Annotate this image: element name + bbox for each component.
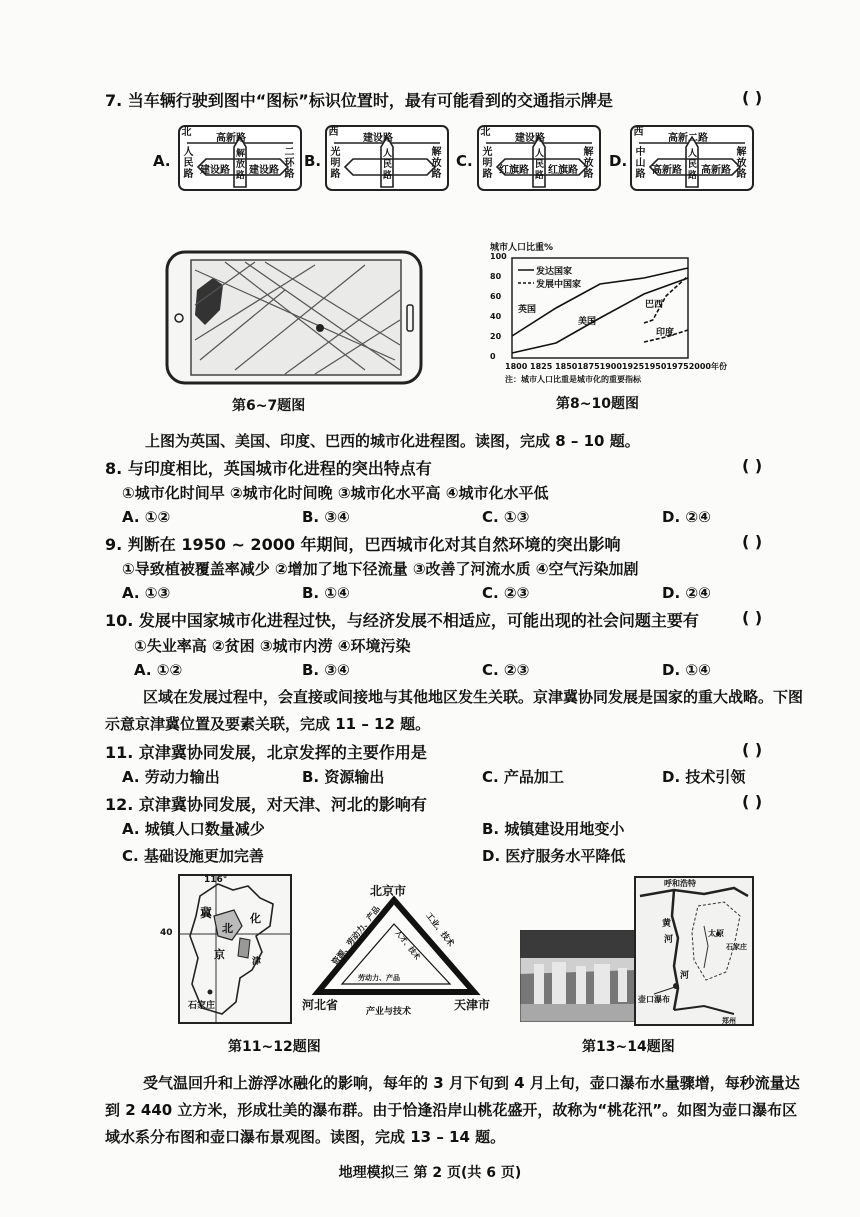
map-label-bei: 北 <box>222 922 233 935</box>
q11-option-d: D. 技术引领 <box>662 768 746 786</box>
series-label-uk: 英国 <box>518 305 537 315</box>
edge-label-bottom-inner: 劳动力、产品 <box>358 974 400 982</box>
intro-8-10: 上图为英国、美国、印度、巴西的城市化进程图。读图，完成 8 – 10 题。 <box>145 432 640 450</box>
figure-8-10-caption: 第8~10题图 <box>556 396 639 412</box>
intro-11-12: 区域在发展过程中，会直接或间接地与其他地区发生关联。京津冀协同发展是国家的重大战略。下图示意京津冀位置及要素关联，完成 11 – 12 题。 <box>105 688 804 733</box>
sign-right-road: 红旗路 <box>548 165 578 176</box>
north-marker: 西 <box>328 127 339 138</box>
chart-note: 注：城市人口比重是城市化的重要指标 <box>505 375 641 384</box>
map-label-he-2: 河 <box>680 971 690 981</box>
sign-left-road: 建设路 <box>200 165 230 176</box>
sign-right-vertical-road: 二环路 <box>284 147 295 180</box>
north-marker: 西 <box>633 127 644 138</box>
sign-left-road: 高新路 <box>652 165 682 176</box>
figure-11-12-caption: 第11~12题图 <box>228 1039 321 1055</box>
sign-left-road: 红旗路 <box>499 165 529 176</box>
map-label-hukou: 壶口瀑布 <box>638 995 670 1004</box>
q8-option-d: D. ②④ <box>662 508 711 526</box>
edge-label-right-inner: 人才、技术 <box>393 928 422 962</box>
figure-6-7-map <box>165 250 423 385</box>
answer-paren-10: ( ) <box>742 608 763 627</box>
edge-label-left-outer: 资源、劳动力、产品 <box>330 904 382 967</box>
sign-center-road: 人民路 <box>382 149 392 181</box>
figure-11-12-triangle <box>302 880 502 1020</box>
map-label-huang: 黄 <box>662 919 672 929</box>
figure-13-14-caption: 第13~14题图 <box>582 1039 675 1055</box>
sign-right-vertical-road: 解放路 <box>431 147 442 180</box>
figure-13-14-map <box>634 876 754 1026</box>
chart-xticks: 1800 1825 1850187519001925195019752000年份 <box>505 362 727 371</box>
map-label-jin: 津 <box>252 957 262 967</box>
map-label-ji: 冀 <box>200 906 213 920</box>
q11-option-c: C. 产品加工 <box>482 768 564 786</box>
road-sign-b <box>325 125 449 191</box>
series-label-usa: 美国 <box>578 317 597 327</box>
map-label-shijiazhuang: 石家庄 <box>188 1001 216 1011</box>
figure-11-12-map <box>160 874 292 1024</box>
map-label-40: 40 <box>160 928 173 938</box>
question-11-text: 11. 京津冀协同发展，北京发挥的主要作用是 <box>105 743 427 762</box>
answer-paren-11: ( ) <box>742 740 763 759</box>
sign-center-road: 人民路 <box>687 149 697 181</box>
ytick-label: 20 <box>490 332 502 341</box>
q11-option-a: A. 劳动力输出 <box>122 768 220 786</box>
ytick-label: 80 <box>490 272 502 281</box>
question-7-text: 7. 当车辆行驶到图中“图标”标识位置时，最有可能看到的交通指示牌是 <box>105 91 613 110</box>
q10-option-d: D. ①④ <box>662 661 711 679</box>
ytick-label: 60 <box>490 292 502 301</box>
answer-paren-7: ( ) <box>742 88 763 107</box>
q9-option-d: D. ②④ <box>662 584 711 602</box>
q12-option-c: C. 基础设施更加完善 <box>122 847 264 865</box>
legend-developed: 发达国家 <box>536 267 573 277</box>
map-label-jing: 京 <box>214 948 225 961</box>
node-beijing: 北京市 <box>370 884 407 898</box>
north-marker: 北 <box>480 127 491 138</box>
figure-8-10-chart <box>488 240 727 390</box>
series-label-india: 印度 <box>656 328 675 338</box>
ytick-label: 0 <box>490 352 496 361</box>
q12-option-a: A. 城镇人口数量减少 <box>122 820 265 838</box>
q9-items: ①导致植被覆盖率减少 ②增加了地下径流量 ③改善了河流水质 ④空气污染加剧 <box>122 560 639 578</box>
q9-option-a: A. ①③ <box>122 584 171 602</box>
answer-paren-9: ( ) <box>742 532 763 551</box>
q9-option-b: B. ①④ <box>302 584 350 602</box>
node-hebei: 河北省 <box>302 998 339 1012</box>
sign-top-road: 高新二路 <box>668 133 708 144</box>
road-sign-c <box>477 125 601 191</box>
question-12-text: 12. 京津冀协同发展，对天津、河北的影响有 <box>105 795 427 814</box>
ytick-label: 40 <box>490 312 502 321</box>
q8-option-a: A. ①② <box>122 508 171 526</box>
map-label-he: 河 <box>664 935 674 945</box>
map-label-shijiazhuang-2: 石家庄 <box>726 943 747 951</box>
q10-option-a: A. ①② <box>134 661 183 679</box>
sign-top-road: 高新路 <box>216 133 246 144</box>
answer-paren-8: ( ) <box>742 456 763 475</box>
map-label-hohhot: 呼和浩特 <box>664 879 696 888</box>
road-sign-a <box>178 125 302 191</box>
sign-left-vertical-road: 光明路 <box>330 147 341 180</box>
map-label-hua: 化 <box>250 912 261 925</box>
figure-6-7-caption: 第6~7题图 <box>232 398 306 414</box>
chart-ylabel: 城市人口比重% <box>490 243 554 253</box>
north-marker: 北 <box>181 127 192 138</box>
sign-right-road: 建设路 <box>249 165 279 176</box>
sign-top-road: 建设路 <box>363 133 393 144</box>
sign-left-vertical-road: 中山路 <box>635 147 646 180</box>
q8-option-b: B. ③④ <box>302 508 350 526</box>
q7-option-label: C. <box>456 152 473 170</box>
q12-option-b: B. 城镇建设用地变小 <box>482 820 625 838</box>
q10-items: ①失业率高 ②贫困 ③城市内涝 ④环境污染 <box>134 637 411 655</box>
q7-option-label: A. <box>153 152 171 170</box>
question-10-text: 10. 发展中国家城市化进程过快，与经济发展不相适应，可能出现的社会问题主要有 <box>105 611 699 630</box>
question-9-text: 9. 判断在 1950 ~ 2000 年期间，巴西城市化对其自然环境的突出影响 <box>105 535 621 554</box>
q8-option-c: C. ①③ <box>482 508 530 526</box>
waterfall-photo <box>520 930 636 1022</box>
answer-paren-12: ( ) <box>742 792 763 811</box>
map-label-116: 116° <box>204 875 228 885</box>
q12-option-d: D. 医疗服务水平降低 <box>482 847 626 865</box>
road-sign-d <box>630 125 754 191</box>
q9-option-c: C. ②③ <box>482 584 530 602</box>
edge-label-bottom-outer: 产业与技术 <box>366 1007 412 1017</box>
legend-developing: 发展中国家 <box>536 280 582 290</box>
q8-items: ①城市化时间早 ②城市化时间晚 ③城市化水平高 ④城市化水平低 <box>122 484 549 502</box>
node-tianjin: 天津市 <box>454 998 491 1012</box>
series-label-brazil: 巴西 <box>645 300 664 310</box>
edge-label-right-outer: 工业、技术 <box>424 910 456 949</box>
sign-right-road: 高新路 <box>701 165 731 176</box>
page-footer: 地理模拟三 第 2 页(共 6 页) <box>338 1165 522 1181</box>
sign-top-road: 建设路 <box>515 133 545 144</box>
sign-left-vertical-road: 光明路 <box>482 147 493 180</box>
map-label-taiyuan: 太原 <box>708 929 724 938</box>
sign-left-vertical-road: 人民路 <box>183 147 194 180</box>
sign-center-road: 人民路 <box>534 149 544 181</box>
question-8-text: 8. 与印度相比，英国城市化进程的突出特点有 <box>105 459 432 478</box>
ytick-label: 100 <box>490 252 507 261</box>
sign-right-vertical-road: 解放路 <box>736 147 747 180</box>
q7-option-label: B. <box>304 152 322 170</box>
q11-option-b: B. 资源输出 <box>302 768 385 786</box>
q10-option-c: C. ②③ <box>482 661 530 679</box>
map-label-zhengzhou: 郑州 <box>722 1017 736 1025</box>
sign-right-vertical-road: 解放路 <box>583 147 594 180</box>
intro-13-14: 受气温回升和上游浮冰融化的影响，每年的 3 月下旬到 4 月上旬，壶口瀑布水量骤增，每秒流量达到 2 440 立方米，形成壮美的瀑布群。由于恰逢沿岸山桃花盛开，故称为“桃花汛”。如图为壶口瀑布区域水系分布图和壶口瀑布景观图。读图，完成 13 – 14 题。 <box>105 1074 800 1146</box>
q10-option-b: B. ③④ <box>302 661 350 679</box>
q7-option-label: D. <box>609 152 628 170</box>
sign-center-road: 解放路 <box>235 149 245 181</box>
